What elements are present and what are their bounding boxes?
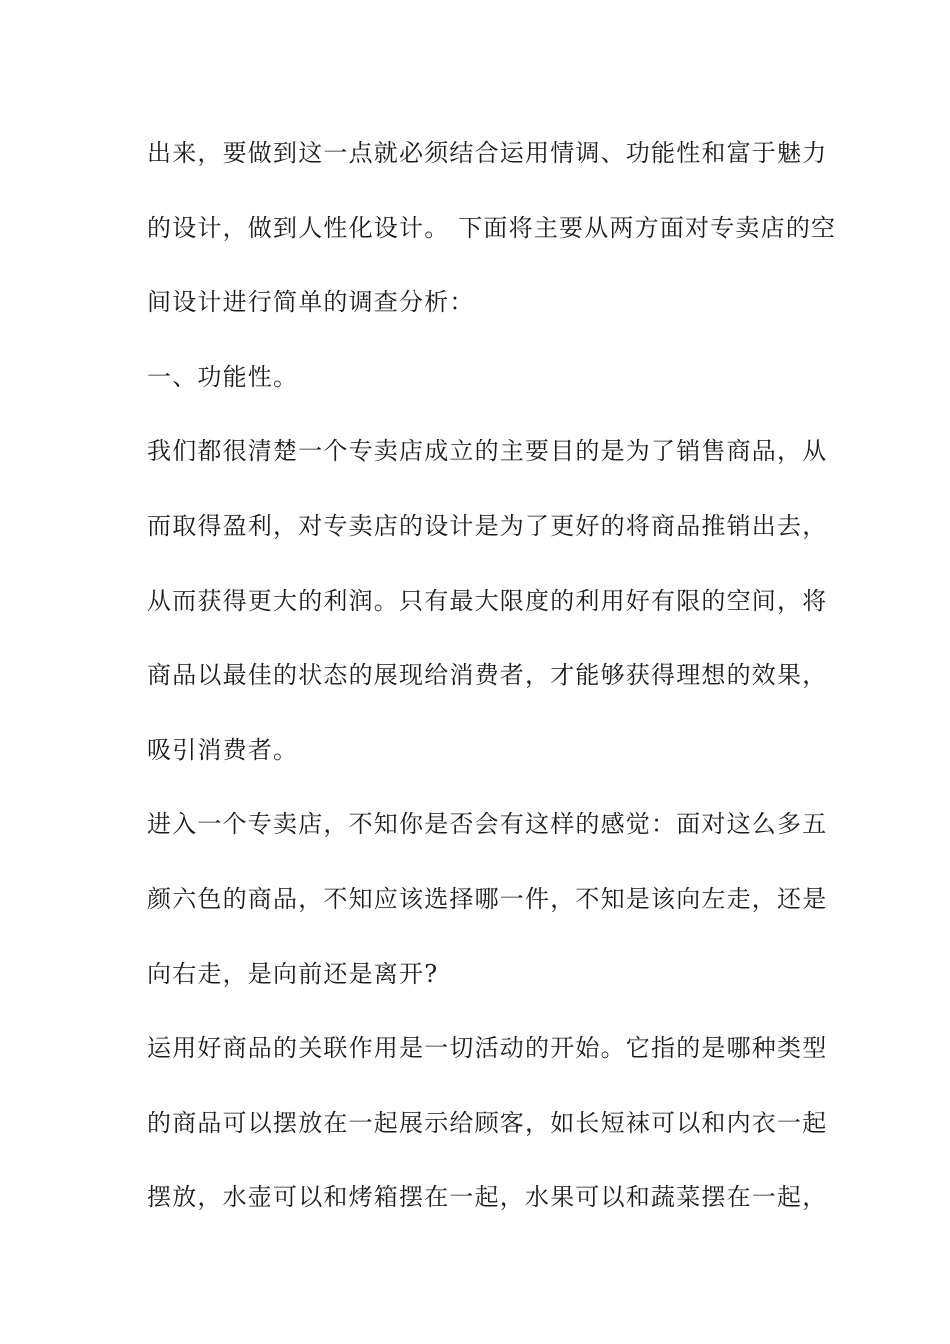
text-line: 吸引消费者。: [147, 735, 299, 764]
text-line: 向右走，是向前还是离开?: [147, 959, 439, 988]
text-line: 我们都很清楚一个专卖店成立的主要目的是为了销售商品，从: [147, 437, 828, 466]
text-line: 商品以最佳的状态的展现给消费者，才能够获得理想的效果，: [147, 661, 828, 690]
section-heading: 一、功能性。: [147, 362, 299, 391]
text-line: 颜六色的商品，不知应该选择哪一件，不知是该向左走，还是: [147, 884, 828, 913]
text-line: 出来，要做到这一点就必须结合运用情调、功能性和富于魅力: [147, 139, 828, 167]
text-line: 的设计，做到人性化设计。 下面将主要从两方面对专卖店的空: [147, 213, 837, 242]
text-line: 进入一个专卖店，不知你是否会有这样的感觉：面对这么多五: [147, 810, 828, 839]
text-line: 运用好商品的关联作用是一切活动的开始。它指的是哪种类型: [147, 1034, 828, 1063]
text-line: 间设计进行简单的调查分析：: [147, 288, 475, 317]
text-line: 的商品可以摆放在一起展示给顾客，如长短袜可以和内衣一起: [147, 1108, 828, 1137]
text-line: 摆放，水壶可以和烤箱摆在一起，水果可以和蔬菜摆在一起，: [147, 1183, 828, 1212]
text-line: 从而获得更大的利润。只有最大限度的利用好有限的空间，将: [147, 586, 828, 615]
body-text: [147, 128, 837, 1247]
text-line: 而取得盈利，对专卖店的设计是为了更好的将商品推销出去，: [147, 511, 828, 540]
